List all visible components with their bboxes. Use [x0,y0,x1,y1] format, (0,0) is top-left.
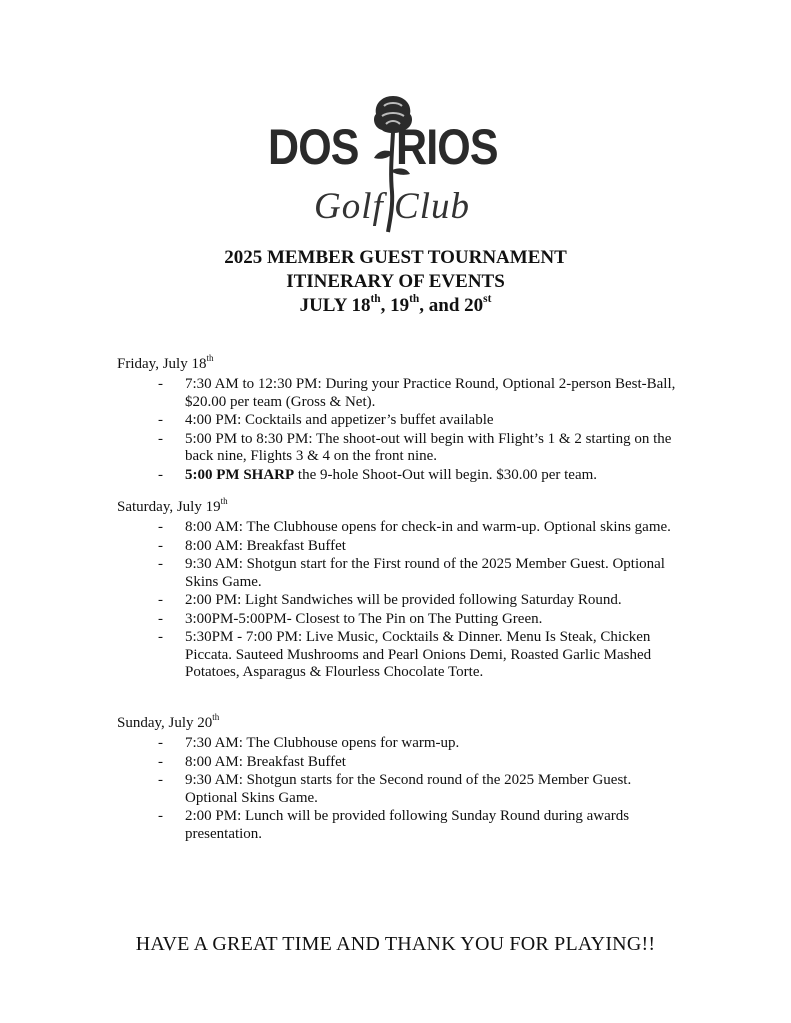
bullet-dash: - [158,808,163,824]
logo-text-golf-club: Golf Club [314,186,470,227]
title-sup-3: st [483,292,492,305]
list-item-text: 9:30 AM: Shotgun starts for the Second round of the 2025 Member Guest. Optional Skins Game. [185,772,632,806]
list-item [158,808,678,843]
sunday-list [158,735,678,844]
title-sup-1: th [370,292,381,305]
bullet-dash: - [158,412,163,428]
list-item-text: 3:00PM-5:00PM- Closest to The Pin on The Putting Green. [185,610,543,627]
list-item [158,611,678,629]
list-item-text: 2:00 PM: Light Sandwiches will be provided following Saturday Round. [185,592,622,608]
list-item-text: 7:30 AM to 12:30 PM: During your Practice Round, Optional 2-person Best-Ball, $20.00 per team (Gross & Net). [185,376,676,410]
sunday-sup: th [212,711,220,722]
bullet-dash: - [158,753,163,770]
list-item [158,754,678,772]
bullet-dash: - [158,537,163,554]
bullet-dash: - [158,772,163,788]
bullet-dash: - [158,466,163,483]
friday-day: Friday, July 18 [117,356,207,372]
list-item [158,376,678,411]
title-line-2: ITINERARY OF EVENTS [286,271,505,292]
saturday-list [158,519,678,683]
saturday-sup: th [220,495,228,506]
title-date-3: , and 20 [419,295,484,316]
list-item-text: the 9-hole Shoot-Out will begin. $30.00 per team. [294,466,598,483]
list-item [158,772,678,807]
list-item-text: 8:00 AM: Breakfast Buffet [185,753,346,770]
list-item [158,556,678,591]
title-line-3 [0,294,791,318]
list-item-text: 7:30 AM: The Clubhouse opens for warm-up. [185,735,460,751]
bullet-dash: - [158,430,163,447]
bullet-dash: - [158,376,163,392]
list-item [158,519,678,537]
list-item-text: 2:00 PM: Lunch will be provided following Sunday Round during awards presentation. [185,808,630,842]
bullet-dash: - [158,592,163,608]
title-line-1: 2025 MEMBER GUEST TOURNAMENT [224,247,567,268]
title-date-2: , 19 [380,295,410,316]
friday-list [158,376,678,485]
sunday-day: Sunday, July 20 [117,715,213,731]
logo-text-dos: DOS [268,119,359,175]
saturday-heading [117,495,228,516]
list-item [158,735,678,753]
list-item [158,538,678,556]
list-item-text: 8:00 AM: Breakfast Buffet [185,537,346,554]
tournament-titles [0,246,791,318]
bullet-dash: - [158,629,163,645]
list-item [158,592,678,610]
list-item-text: 9:30 AM: Shotgun start for the First round of the 2025 Member Guest. Optional Skins Game. [185,556,665,590]
bullet-dash: - [158,556,163,572]
list-item-text: 4:00 PM: Cocktails and appetizer’s buffet available [185,412,494,428]
list-item-text: 5:30PM - 7:00 PM: Live Music, Cocktails & Dinner. Menu Is Steak, Chicken Piccata. Sauteed Mushrooms and Pearl Onions Demi, Roasted Garlic Mashed Potatoes, Asparagus & Flourless Chocolate Torte. [185,629,652,680]
bullet-dash: - [158,519,163,535]
list-item-text: 5:00 PM to 8:30 PM: The shoot-out will begin with Flight’s 1 & 2 starting on the back nine, Flights 3 & 4 on the front nine. [185,430,672,464]
title-sup-2: th [409,292,420,305]
friday-heading [117,352,214,373]
closing-message: HAVE A GREAT TIME AND THANK YOU FOR PLAYING!! [135,933,656,955]
list-item [158,431,678,466]
list-item [158,467,678,485]
list-item-text: 8:00 AM: The Clubhouse opens for check-in and warm-up. Optional skins game. [185,519,671,535]
list-item [158,629,678,682]
bullet-dash: - [158,735,163,751]
sunday-heading [117,711,220,732]
club-logo [268,92,524,234]
list-item [158,412,678,430]
logo-text-rios: RIOS [396,119,498,175]
shootout-bold-time: 5:00 PM SHARP [185,466,295,483]
friday-sup: th [206,352,214,363]
saturday-day: Saturday, July 19 [117,499,221,515]
title-date-1: JULY 18 [299,295,371,316]
bullet-dash: - [158,610,163,627]
